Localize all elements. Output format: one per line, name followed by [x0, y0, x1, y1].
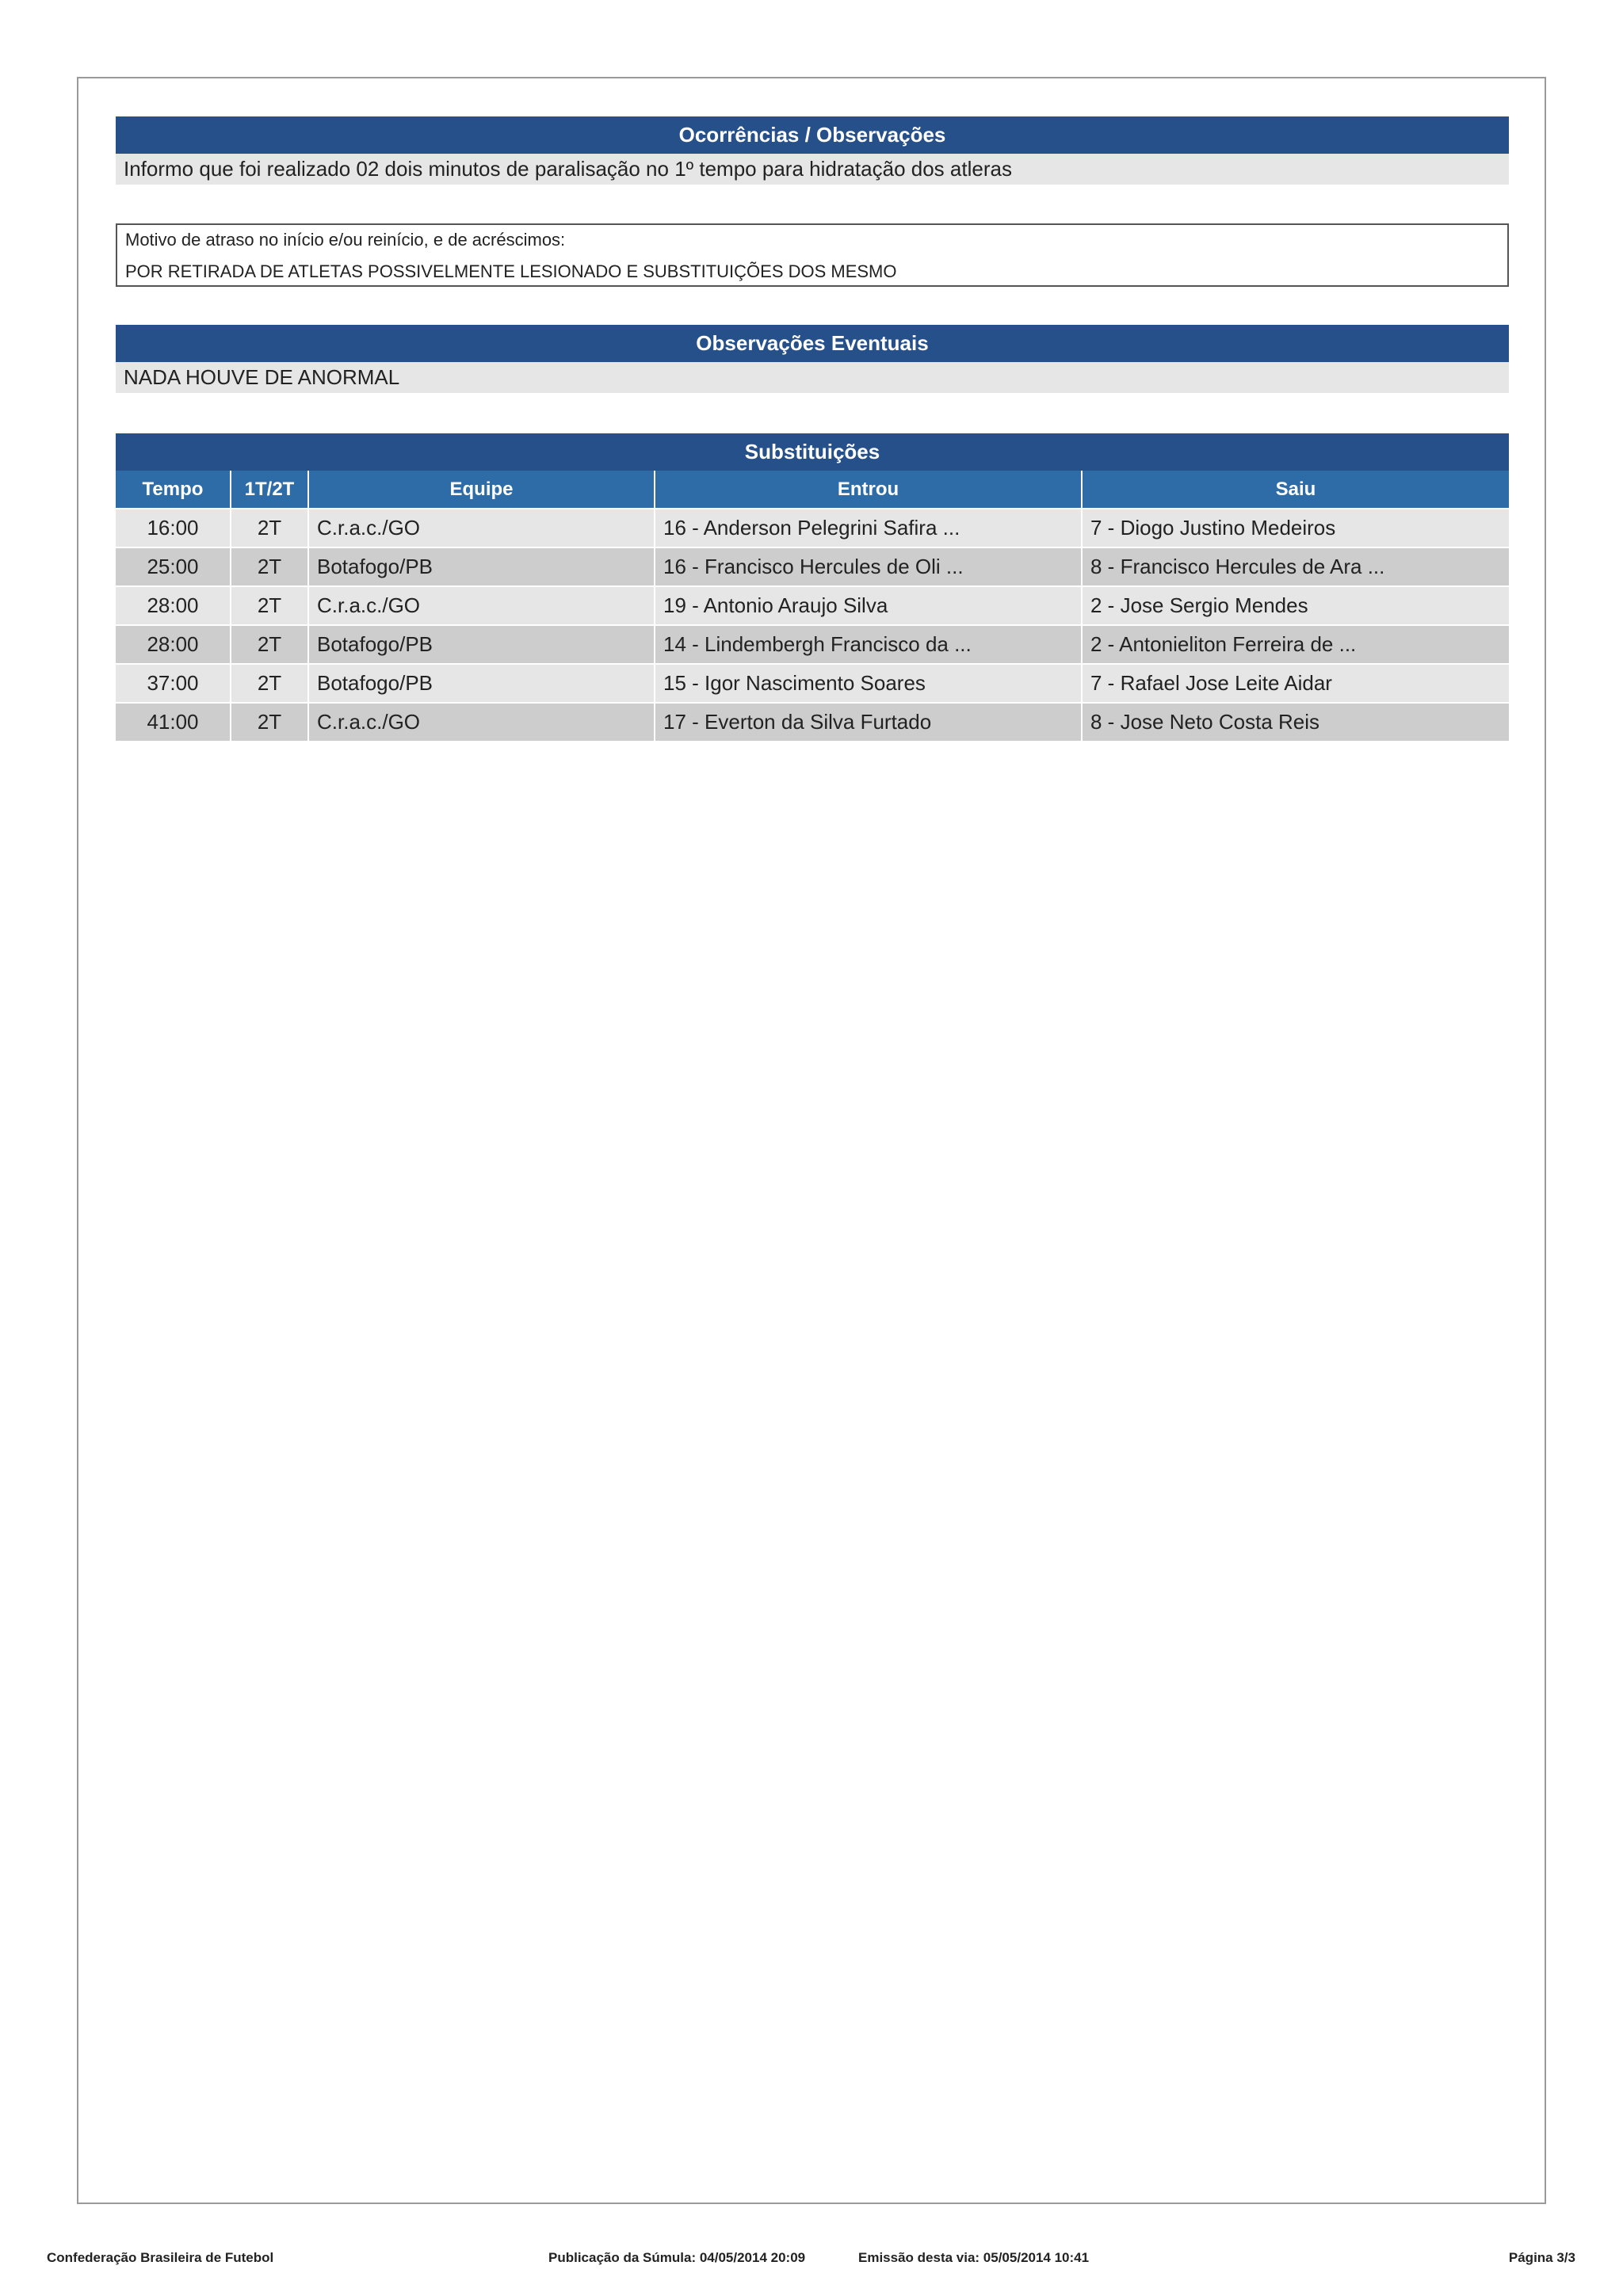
cell-equipe: Botafogo/PB: [308, 547, 655, 586]
cell-equipe: C.r.a.c./GO: [308, 703, 655, 741]
cell-tempo: 41:00: [116, 703, 231, 741]
table-row: [116, 586, 1509, 625]
page-frame: [77, 77, 1546, 2204]
footer-pagina: Página 3/3: [1508, 2250, 1575, 2265]
cell-tempo: 25:00: [116, 547, 231, 586]
cell-tempo: 37:00: [116, 664, 231, 703]
cell-equipe: Botafogo/PB: [308, 625, 655, 664]
cell-saiu: 8 - Francisco Hercules de Ara ...: [1082, 547, 1509, 586]
table-row: [116, 703, 1509, 741]
cell-saiu: 2 - Antonieliton Ferreira de ...: [1082, 625, 1509, 664]
table-row: [116, 547, 1509, 586]
substituicoes-section: [116, 433, 1509, 741]
header-entrou: Entrou: [655, 471, 1082, 509]
motivo-label: Motivo de atraso no início e/ou reinício, e de acréscimos:: [125, 230, 566, 250]
observacoes-text: NADA HOUVE DE ANORMAL: [116, 362, 1509, 393]
ocorrencias-section: [116, 116, 1509, 185]
cell-tempo: 28:00: [116, 625, 231, 664]
cell-entrou: 14 - Lindembergh Francisco da ...: [655, 625, 1082, 664]
footer-org: Confederação Brasileira de Futebol: [47, 2250, 274, 2265]
cell-periodo: 2T: [231, 664, 308, 703]
cell-periodo: 2T: [231, 509, 308, 547]
cell-saiu: 7 - Rafael Jose Leite Aidar: [1082, 664, 1509, 703]
footer-emissao: Emissão desta via: 05/05/2014 10:41: [858, 2250, 1090, 2265]
cell-entrou: 16 - Anderson Pelegrini Safira ...: [655, 509, 1082, 547]
cell-entrou: 16 - Francisco Hercules de Oli ...: [655, 547, 1082, 586]
substituicoes-title: Substituições: [116, 433, 1509, 471]
cell-periodo: 2T: [231, 703, 308, 741]
ocorrencias-title: Ocorrências / Observações: [116, 116, 1509, 154]
cell-equipe: C.r.a.c./GO: [308, 509, 655, 547]
cell-entrou: 19 - Antonio Araujo Silva: [655, 586, 1082, 625]
cell-saiu: 8 - Jose Neto Costa Reis: [1082, 703, 1509, 741]
motivo-text: POR RETIRADA DE ATLETAS POSSIVELMENTE LESIONADO E SUBSTITUIÇÕES DOS MESMO: [125, 261, 897, 281]
cell-saiu: 7 - Diogo Justino Medeiros: [1082, 509, 1509, 547]
motivo-box: [116, 223, 1509, 287]
cell-equipe: Botafogo/PB: [308, 664, 655, 703]
header-periodo: 1T/2T: [231, 471, 308, 509]
ocorrencias-text: Informo que foi realizado 02 dois minutos de paralisação no 1º tempo para hidratação dos atleras: [116, 154, 1509, 185]
header-tempo: Tempo: [116, 471, 231, 509]
cell-tempo: 28:00: [116, 586, 231, 625]
header-equipe: Equipe: [308, 471, 655, 509]
footer-publicacao: Publicação da Súmula: 04/05/2014 20:09: [548, 2250, 806, 2265]
observacoes-title: Observações Eventuais: [116, 325, 1509, 362]
observacoes-section: [116, 325, 1509, 393]
table-row: [116, 509, 1509, 547]
cell-equipe: C.r.a.c./GO: [308, 586, 655, 625]
table-row: [116, 664, 1509, 703]
cell-tempo: 16:00: [116, 509, 231, 547]
cell-saiu: 2 - Jose Sergio Mendes: [1082, 586, 1509, 625]
cell-periodo: 2T: [231, 625, 308, 664]
cell-periodo: 2T: [231, 586, 308, 625]
substituicoes-table: [116, 471, 1509, 741]
cell-entrou: 17 - Everton da Silva Furtado: [655, 703, 1082, 741]
cell-entrou: 15 - Igor Nascimento Soares: [655, 664, 1082, 703]
header-saiu: Saiu: [1082, 471, 1509, 509]
table-row: [116, 625, 1509, 664]
table-header-row: [116, 471, 1509, 509]
cell-periodo: 2T: [231, 547, 308, 586]
